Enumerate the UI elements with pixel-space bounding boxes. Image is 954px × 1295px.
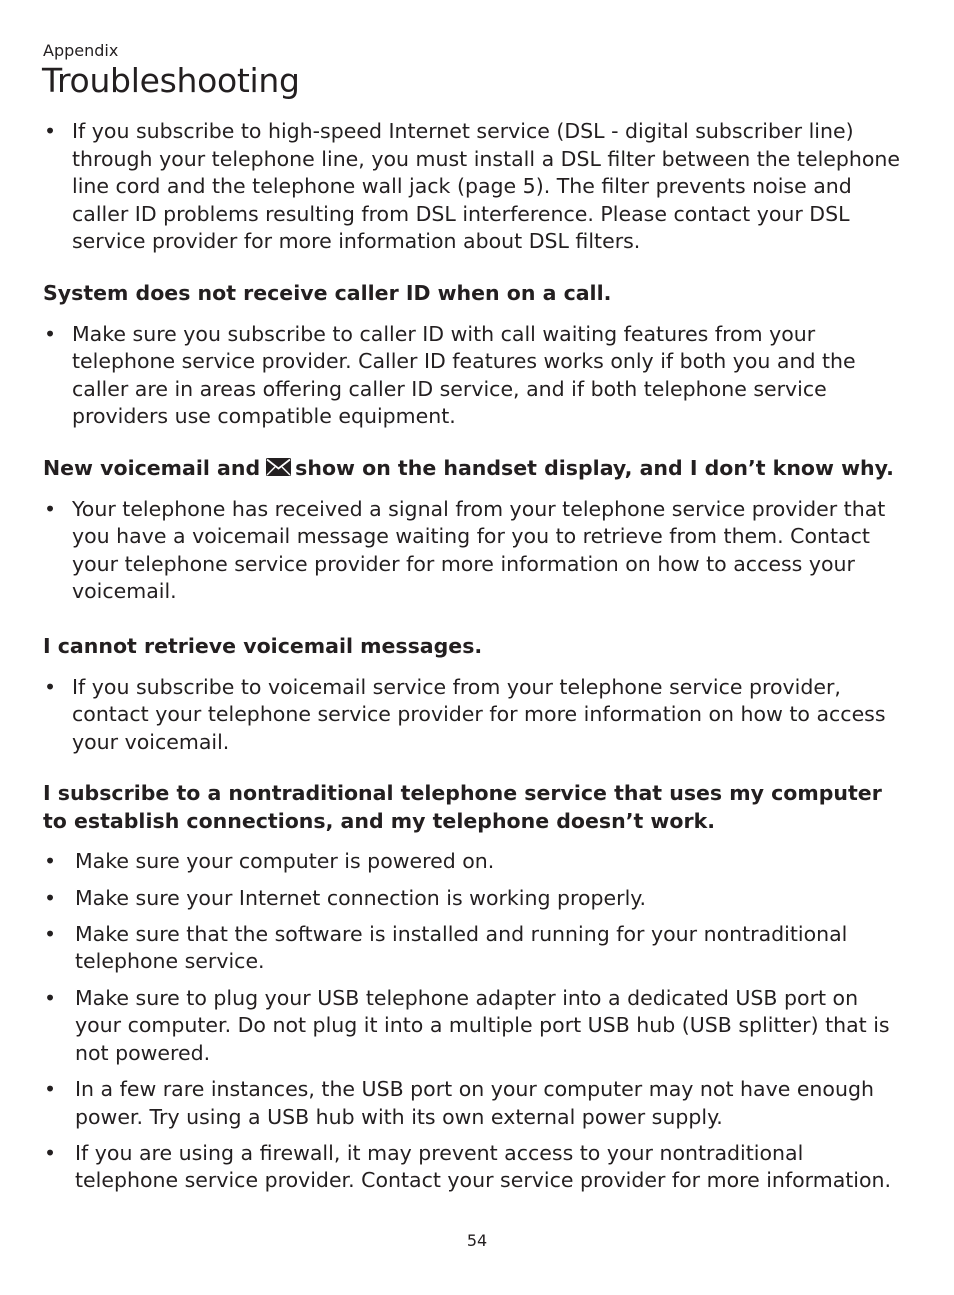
list-item: • Make sure to plug your USB telephone adapter into a dedicated USB port on your computer. Do not plug it into a multiple port USB hub (USB splitter) that is not powered. [43, 985, 905, 1068]
heading-text-start: New voicemail and [43, 455, 261, 480]
section-label: Appendix [43, 41, 119, 60]
list-item: • In a few rare instances, the USB port on your computer may not have enough power. Try using a USB hub with its own external power supply. [43, 1076, 905, 1131]
voicemail-indicator-list [43, 496, 905, 606]
list-item: • Make sure your computer is powered on. [43, 848, 905, 876]
intro-list [43, 118, 905, 256]
section-heading-retrieve-voicemail: I cannot retrieve voicemail messages. [43, 633, 483, 658]
retrieve-voicemail-list [43, 674, 905, 757]
page-title: Troubleshooting [42, 61, 300, 100]
nontraditional-service-list [43, 848, 905, 1195]
list-item: • Make sure your Internet connection is working properly. [43, 885, 905, 913]
heading-text-end: show on the handset display, and I don’t know why. [295, 455, 894, 480]
voicemail-envelope-icon [265, 457, 292, 477]
troubleshooting-content [43, 118, 905, 1204]
section-heading-voicemail-indicator [43, 455, 905, 483]
list-item: • Make sure that the software is installed and running for your nontraditional telephone service. [43, 921, 905, 976]
section-heading-caller-id: System does not receive caller ID when on a call. [43, 280, 612, 305]
list-item: • Make sure you subscribe to caller ID with call waiting features from your telephone service provider. Caller ID features works only if both you and the caller are in areas offering caller ID service, and if both telephone service providers use compatible equipment. [43, 321, 905, 431]
list-item: • If you subscribe to voicemail service from your telephone service provider, contact your telephone service provider for more information on how to access your voicemail. [43, 674, 905, 757]
list-item: • Your telephone has received a signal from your telephone service provider that you have a voicemail message waiting for you to retrieve from them. Contact your telephone service provider for more information on how to access your voicemail. [43, 496, 905, 606]
page-number: 54 [466, 1231, 488, 1250]
caller-id-list [43, 321, 905, 431]
list-item: • If you are using a firewall, it may prevent access to your nontraditional telephone service provider. Contact your service provider for more information. [43, 1140, 905, 1195]
section-heading-nontraditional-service: I subscribe to a nontraditional telephone service that uses my computer to establish connections, and my telephone doesn’t work. [43, 781, 882, 833]
list-item: • If you subscribe to high-speed Internet service (DSL - digital subscriber line) through your telephone line, you must install a DSL filter between the telephone line cord and the telephone wall jack (page 5). The filter prevents noise and caller ID problems resulting from DSL interference. Please contact your DSL service provider for more information about DSL filters. [43, 118, 905, 256]
